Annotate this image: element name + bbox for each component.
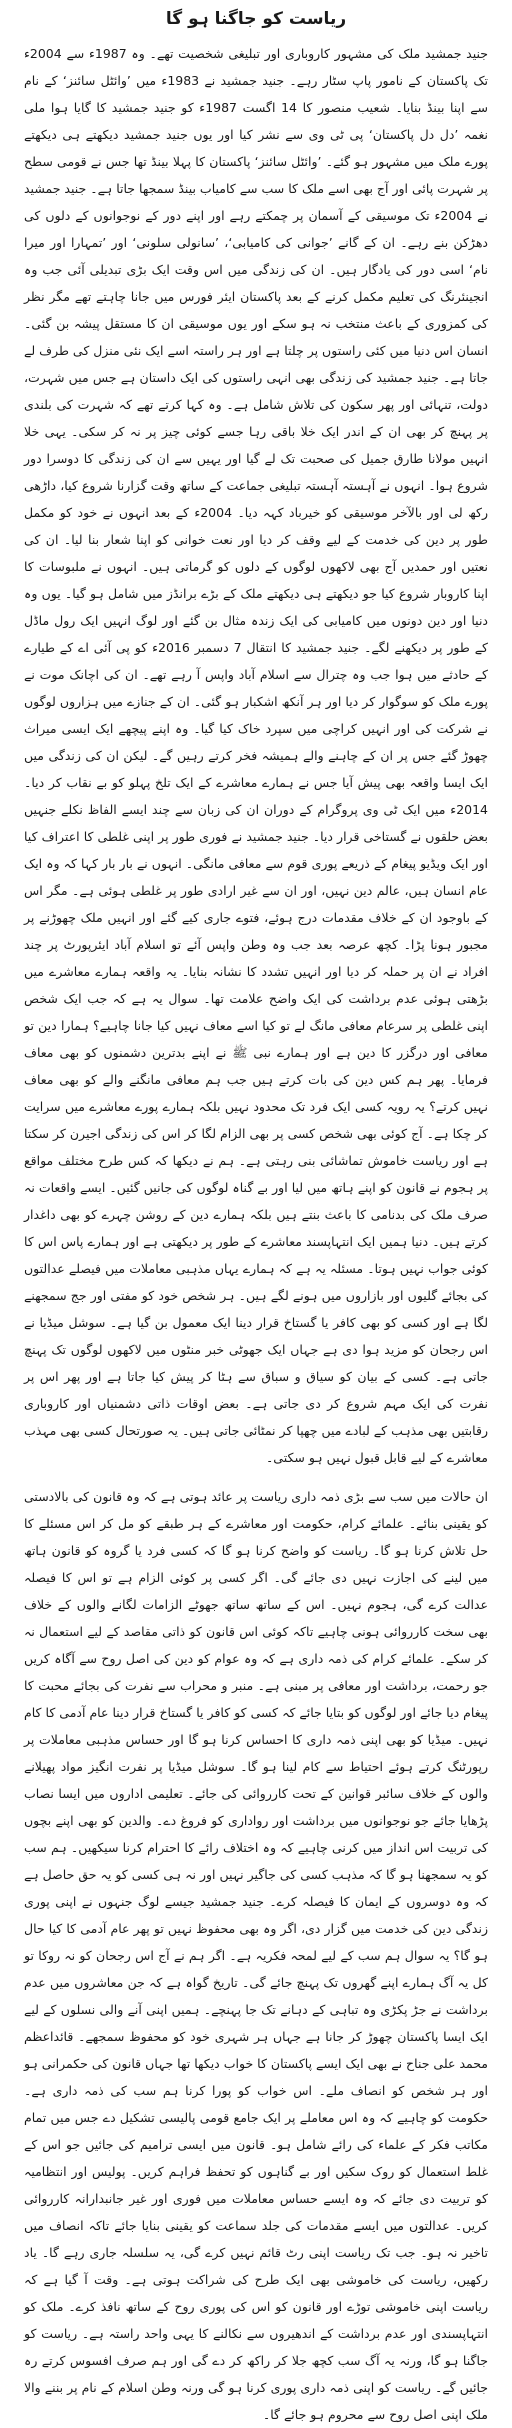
article-title: ریاست کو جاگنا ہو گا xyxy=(165,9,347,29)
article-paragraph-2: ان حالات میں سب سے بڑی ذمہ داری ریاست پر عائد ہوتی ہے کہ وہ قانون کی بالادستی کو یقینی بنائے۔ علمائے کرام، حکومت اور معاشرے کے ہر طبقے کو مل کر اس مسئلے کا حل تلاش کرنا ہو گا۔ ریاست کو واضح کرنا ہو گا کہ کسی فرد یا گروہ کو قانون ہاتھ میں لینے کی اجازت نہیں دی جائے گی۔ اگر کسی پر کوئی الزام ہے تو اس کا فیصلہ عدالت کرے گی، ہجوم نہیں۔ اس کے ساتھ ساتھ جھوٹے الزامات لگانے والوں کے خلاف بھی سخت کارروائی ہونی چاہیے تاکہ کوئی اس قانون کو ذاتی مقاصد کے لیے استعمال نہ کر سکے۔ علمائے کرام کی ذمہ داری ہے کہ وہ عوام کو دین کی اصل روح سے آگاہ کریں جو رحمت، برداشت اور معافی پر مبنی ہے۔ منبر و محراب سے نفرت کی بجائے محبت کا پیغام دیا جائے اور لوگوں کو بتایا جائے کہ کسی کو کافر یا گستاخ قرار دینا عام آدمی کا کام نہیں۔ میڈیا کو بھی اپنی ذمہ داری کا احساس کرنا ہو گا اور حساس مذہبی معاملات پر رپورٹنگ کرتے ہوئے احتیاط سے کام لینا ہو گا۔ سوشل میڈیا پر نفرت انگیز مواد پھیلانے والوں کے خلاف سائبر قوانین کے تحت کارروائی کی جائے۔ تعلیمی اداروں میں ایسا نصاب پڑھایا جائے جو نوجوانوں میں برداشت اور رواداری کو فروغ دے۔ والدین کو بھی اپنے بچوں کی تربیت اس انداز میں کرنی چاہیے کہ وہ اختلاف رائے کا احترام کرنا سیکھیں۔ ہم سب کو یہ سمجھنا ہو گا کہ مذہب کسی کی جاگیر نہیں اور نہ ہی کسی کو یہ حق حاصل ہے کہ وہ دوسروں کے ایمان کا فیصلہ کرے۔ جنید جمشید جیسے لوگ جنہوں نے اپنی پوری زندگی دین کی خدمت میں گزار دی، اگر وہ بھی محفوظ نہیں تو پھر عام آدمی کا کیا حال ہو گا؟ یہ سوال ہم سب کے لیے لمحہ فکریہ ہے۔ اگر ہم نے آج اس رجحان کو نہ روکا تو کل یہ آگ ہمارے اپنے گھروں تک پہنچ جائے گی۔ تاریخ گواہ ہے کہ جن معاشروں میں عدم برداشت نے جڑ پکڑی وہ تباہی کے دہانے تک جا پہنچے۔ ہمیں اپنی آنے والی نسلوں کے لیے ایک ایسا پاکستان چھوڑ کر جانا ہے جہاں ہر شہری خود کو محفوظ سمجھے۔ قائداعظم محمد علی جناح نے بھی ایک ایسے پاکستان کا خواب دیکھا تھا جہاں قانون کی حکمرانی ہو اور ہر شخص کو انصاف ملے۔ اس خواب کو پورا کرنا ہم سب کی ذمہ داری ہے۔ حکومت کو چاہیے کہ وہ اس معاملے پر ایک جامع قومی پالیسی تشکیل دے جس میں تمام مکاتب فکر کے علماء کی رائے شامل ہو۔ قانون میں ایسی ترامیم کی جائیں جو اس کے غلط استعمال کو روک سکیں اور بے گناہوں کو تحفظ فراہم کریں۔ پولیس اور انتظامیہ کو تربیت دی جائے کہ وہ ایسے حساس معاملات میں فوری اور غیر جانبدارانہ کارروائی کریں۔ عدالتوں میں ایسے مقدمات کی جلد سماعت کو یقینی بنایا جائے تاکہ انصاف میں تاخیر نہ ہو۔ جب تک ریاست اپنی رٹ قائم نہیں کرے گی، یہ سلسلہ جاری رہے گا۔ یاد رکھیں، ریاست کی خاموشی بھی ایک طرح کی شراکت ہوتی ہے۔ وقت آ گیا ہے کہ ریاست اپنی خاموشی توڑے اور قانون کو اس کی پوری روح کے ساتھ نافذ کرے۔ ملک کو انتہاپسندی اور عدم برداشت کے اندھیروں سے نکالنے کا یہی واحد راستہ ہے۔ ریاست کو جاگنا ہو گا، ورنہ یہ آگ سب کچھ جلا کر راکھ کر دے گی اور ہم صرف افسوس کرتے رہ جائیں گے۔ ریاست کو اپنی ذمہ داری پوری کرنا ہو گی ورنہ وطن اسلام کے نام پر بننے والا ملک اپنی اصل روح سے محروم ہو جائے گا۔ xyxy=(24,1489,488,2422)
article-paragraph-1: جنید جمشید ملک کی مشہور کاروباری اور تبلیغی شخصیت تھے۔ وہ 1987ء سے 2004ء تک پاکستان کے نامور پاپ سٹار رہے۔ جنید جمشید نے 1983ء میں ’وائٹل سائنز‘ کے نام سے اپنا بینڈ بنایا۔ شعیب منصور کا 14 اگست 1987ء کو جنید جمشید کا گایا ہوا ملی نغمہ ’دل دل پاکستان‘ پی ٹی وی سے نشر کیا اور یوں جنید جمشید دیکھتے ہی دیکھتے پورے ملک میں مشہور ہو گئے۔ ’وائٹل سائنز‘ پاکستان کا پہلا بینڈ تھا جس نے قومی سطح پر شہرت پائی اور آج بھی اسے ملک کا سب سے کامیاب بینڈ سمجھا جاتا ہے۔ جنید جمشید نے 2004ء تک موسیقی کے آسمان پر چمکتے رہے اور اپنے دور کے نوجوانوں کے دلوں کی دھڑکن بنے رہے۔ ان کے گانے ’جوانی کی کامیابی‘، ’سانولی سلونی‘ اور ’تمہارا اور میرا نام‘ اسی دور کی یادگار ہیں۔ ان کی زندگی میں اس وقت ایک بڑی تبدیلی آئی جب وہ انجینئرنگ کی تعلیم مکمل کرنے کے بعد پاکستان ایئر فورس میں جانا چاہتے تھے مگر نظر کی کمزوری کے باعث منتخب نہ ہو سکے اور یوں موسیقی ان کا مستقل پیشہ بن گئی۔ انسان اس دنیا میں کئی راستوں پر چلتا ہے اور ہر راستہ اسے ایک نئی منزل کی طرف لے جاتا ہے۔ جنید جمشید کی زندگی بھی انہی راستوں کی ایک داستان ہے جس میں شہرت، دولت، تنہائی اور پھر سکون کی تلاش شامل ہے۔ وہ کہا کرتے تھے کہ شہرت کی بلندی پر پہنچ کر بھی ان کے اندر ایک خلا باقی رہا جسے کوئی چیز پر نہ کر سکی۔ یہی خلا انہیں مولانا طارق جمیل کی صحبت تک لے گیا اور یہیں سے ان کی زندگی کا دوسرا دور شروع ہوا۔ انہوں نے آہستہ آہستہ تبلیغی جماعت کے ساتھ وقت گزارنا شروع کیا، داڑھی رکھ لی اور بالآخر موسیقی کو خیرباد کہہ دیا۔ 2004ء کے بعد انہوں نے خود کو مکمل طور پر دین کی خدمت کے لیے وقف کر دیا اور نعت خوانی کو اپنا شعار بنا لیا۔ ان کی نعتیں اور حمدیں آج بھی لاکھوں لوگوں کے دلوں کو گرماتی ہیں۔ انہوں نے ملبوسات کا اپنا کاروبار شروع کیا جو دیکھتے ہی دیکھتے ملک کے بڑے برانڈز میں شامل ہو گیا۔ یوں وہ دنیا اور دین دونوں میں کامیابی کی ایک زندہ مثال بن گئے اور لوگ انہیں ایک رول ماڈل کے طور پر دیکھنے لگے۔ جنید جمشید کا انتقال 7 دسمبر 2016ء کو پی آئی اے کے طیارے کے حادثے میں ہوا جب وہ چترال سے اسلام آباد واپس آ رہے تھے۔ ان کی اچانک موت نے پورے ملک کو سوگوار کر دیا اور ہر آنکھ اشکبار ہو گئی۔ ان کے جنازے میں ہزاروں لوگوں نے شرکت کی اور انہیں کراچی میں سپرد خاک کیا گیا۔ وہ اپنے پیچھے ایک ایسی میراث چھوڑ گئے جس پر ان کے چاہنے والے ہمیشہ فخر کرتے رہیں گے۔ لیکن ان کی زندگی میں ایک ایسا واقعہ بھی پیش آیا جس نے ہمارے معاشرے کے ایک تلخ پہلو کو بے نقاب کر دیا۔ 2014ء میں ایک ٹی وی پروگرام کے دوران ان کی زبان سے چند ایسے الفاظ نکلے جنہیں بعض حلقوں نے گستاخی قرار دیا۔ جنید جمشید نے فوری طور پر اپنی غلطی کا اعتراف کیا اور ایک ویڈیو پیغام کے ذریعے پوری قوم سے معافی مانگی۔ انہوں نے بار بار کہا کہ وہ ایک عام انسان ہیں، عالم دین نہیں، اور ان سے غیر ارادی طور پر غلطی ہوئی ہے۔ مگر اس کے باوجود ان کے خلاف مقدمات درج ہوئے، فتوے جاری کیے گئے اور انہیں ملک چھوڑنے پر مجبور ہونا پڑا۔ کچھ عرصہ بعد جب وہ وطن واپس آئے تو اسلام آباد ایئرپورٹ پر چند افراد نے ان پر حملہ کر دیا اور انہیں تشدد کا نشانہ بنایا۔ یہ واقعہ ہمارے معاشرے میں بڑھتی ہوئی عدم برداشت کی ایک واضح علامت تھا۔ سوال یہ ہے کہ جب ایک شخص اپنی غلطی پر سرعام معافی مانگ لے تو کیا اسے معاف نہیں کیا جانا چاہیے؟ ہمارا دین تو معافی اور درگزر کا دین ہے اور ہمارے نبی ﷺ نے اپنے بدترین دشمنوں کو بھی معاف فرمایا۔ پھر ہم کس دین کی بات کرتے ہیں جب ہم معافی مانگنے والے کو بھی معاف نہیں کرتے؟ یہ رویہ کسی ایک فرد تک محدود نہیں بلکہ ہمارے پورے معاشرے میں سرایت کر چکا ہے۔ آج کوئی بھی شخص کسی پر بھی الزام لگا کر اس کی زندگی اجیرن کر سکتا ہے اور ریاست خاموش تماشائی بنی رہتی ہے۔ ہم نے دیکھا کہ کس طرح مختلف مواقع پر ہجوم نے قانون کو اپنے ہاتھ میں لیا اور بے گناہ لوگوں کی جانیں گئیں۔ ایسے واقعات نہ صرف ملک کی بدنامی کا باعث بنتے ہیں بلکہ ہمارے دین کے روشن چہرے کو بھی داغدار کرتے ہیں۔ دنیا ہمیں ایک انتہاپسند معاشرے کے طور پر دیکھتی ہے اور ہمارے پاس اس کا کوئی جواب نہیں ہوتا۔ مسئلہ یہ ہے کہ ہمارے یہاں مذہبی معاملات میں فیصلے عدالتوں کی بجائے گلیوں اور بازاروں میں ہونے لگے ہیں۔ ہر شخص خود کو مفتی اور جج سمجھنے لگا ہے اور کسی کو بھی کافر یا گستاخ قرار دینا ایک معمول بن گیا ہے۔ سوشل میڈیا نے اس رجحان کو مزید ہوا دی ہے جہاں ایک جھوٹی خبر منٹوں میں لاکھوں لوگوں تک پہنچ جاتی ہے۔ کسی کے بیان کو سیاق و سباق سے ہٹا کر پیش کیا جاتا ہے اور پھر اس پر نفرت کی ایک مہم شروع کر دی جاتی ہے۔ بعض اوقات ذاتی دشمنیاں اور کاروباری رقابتیں بھی مذہب کے لبادے میں چھپا کر نمٹائی جاتی ہیں۔ یہ صورتحال کسی بھی مہذب معاشرے کے لیے قابل قبول نہیں ہو سکتی۔ xyxy=(24,46,489,1465)
